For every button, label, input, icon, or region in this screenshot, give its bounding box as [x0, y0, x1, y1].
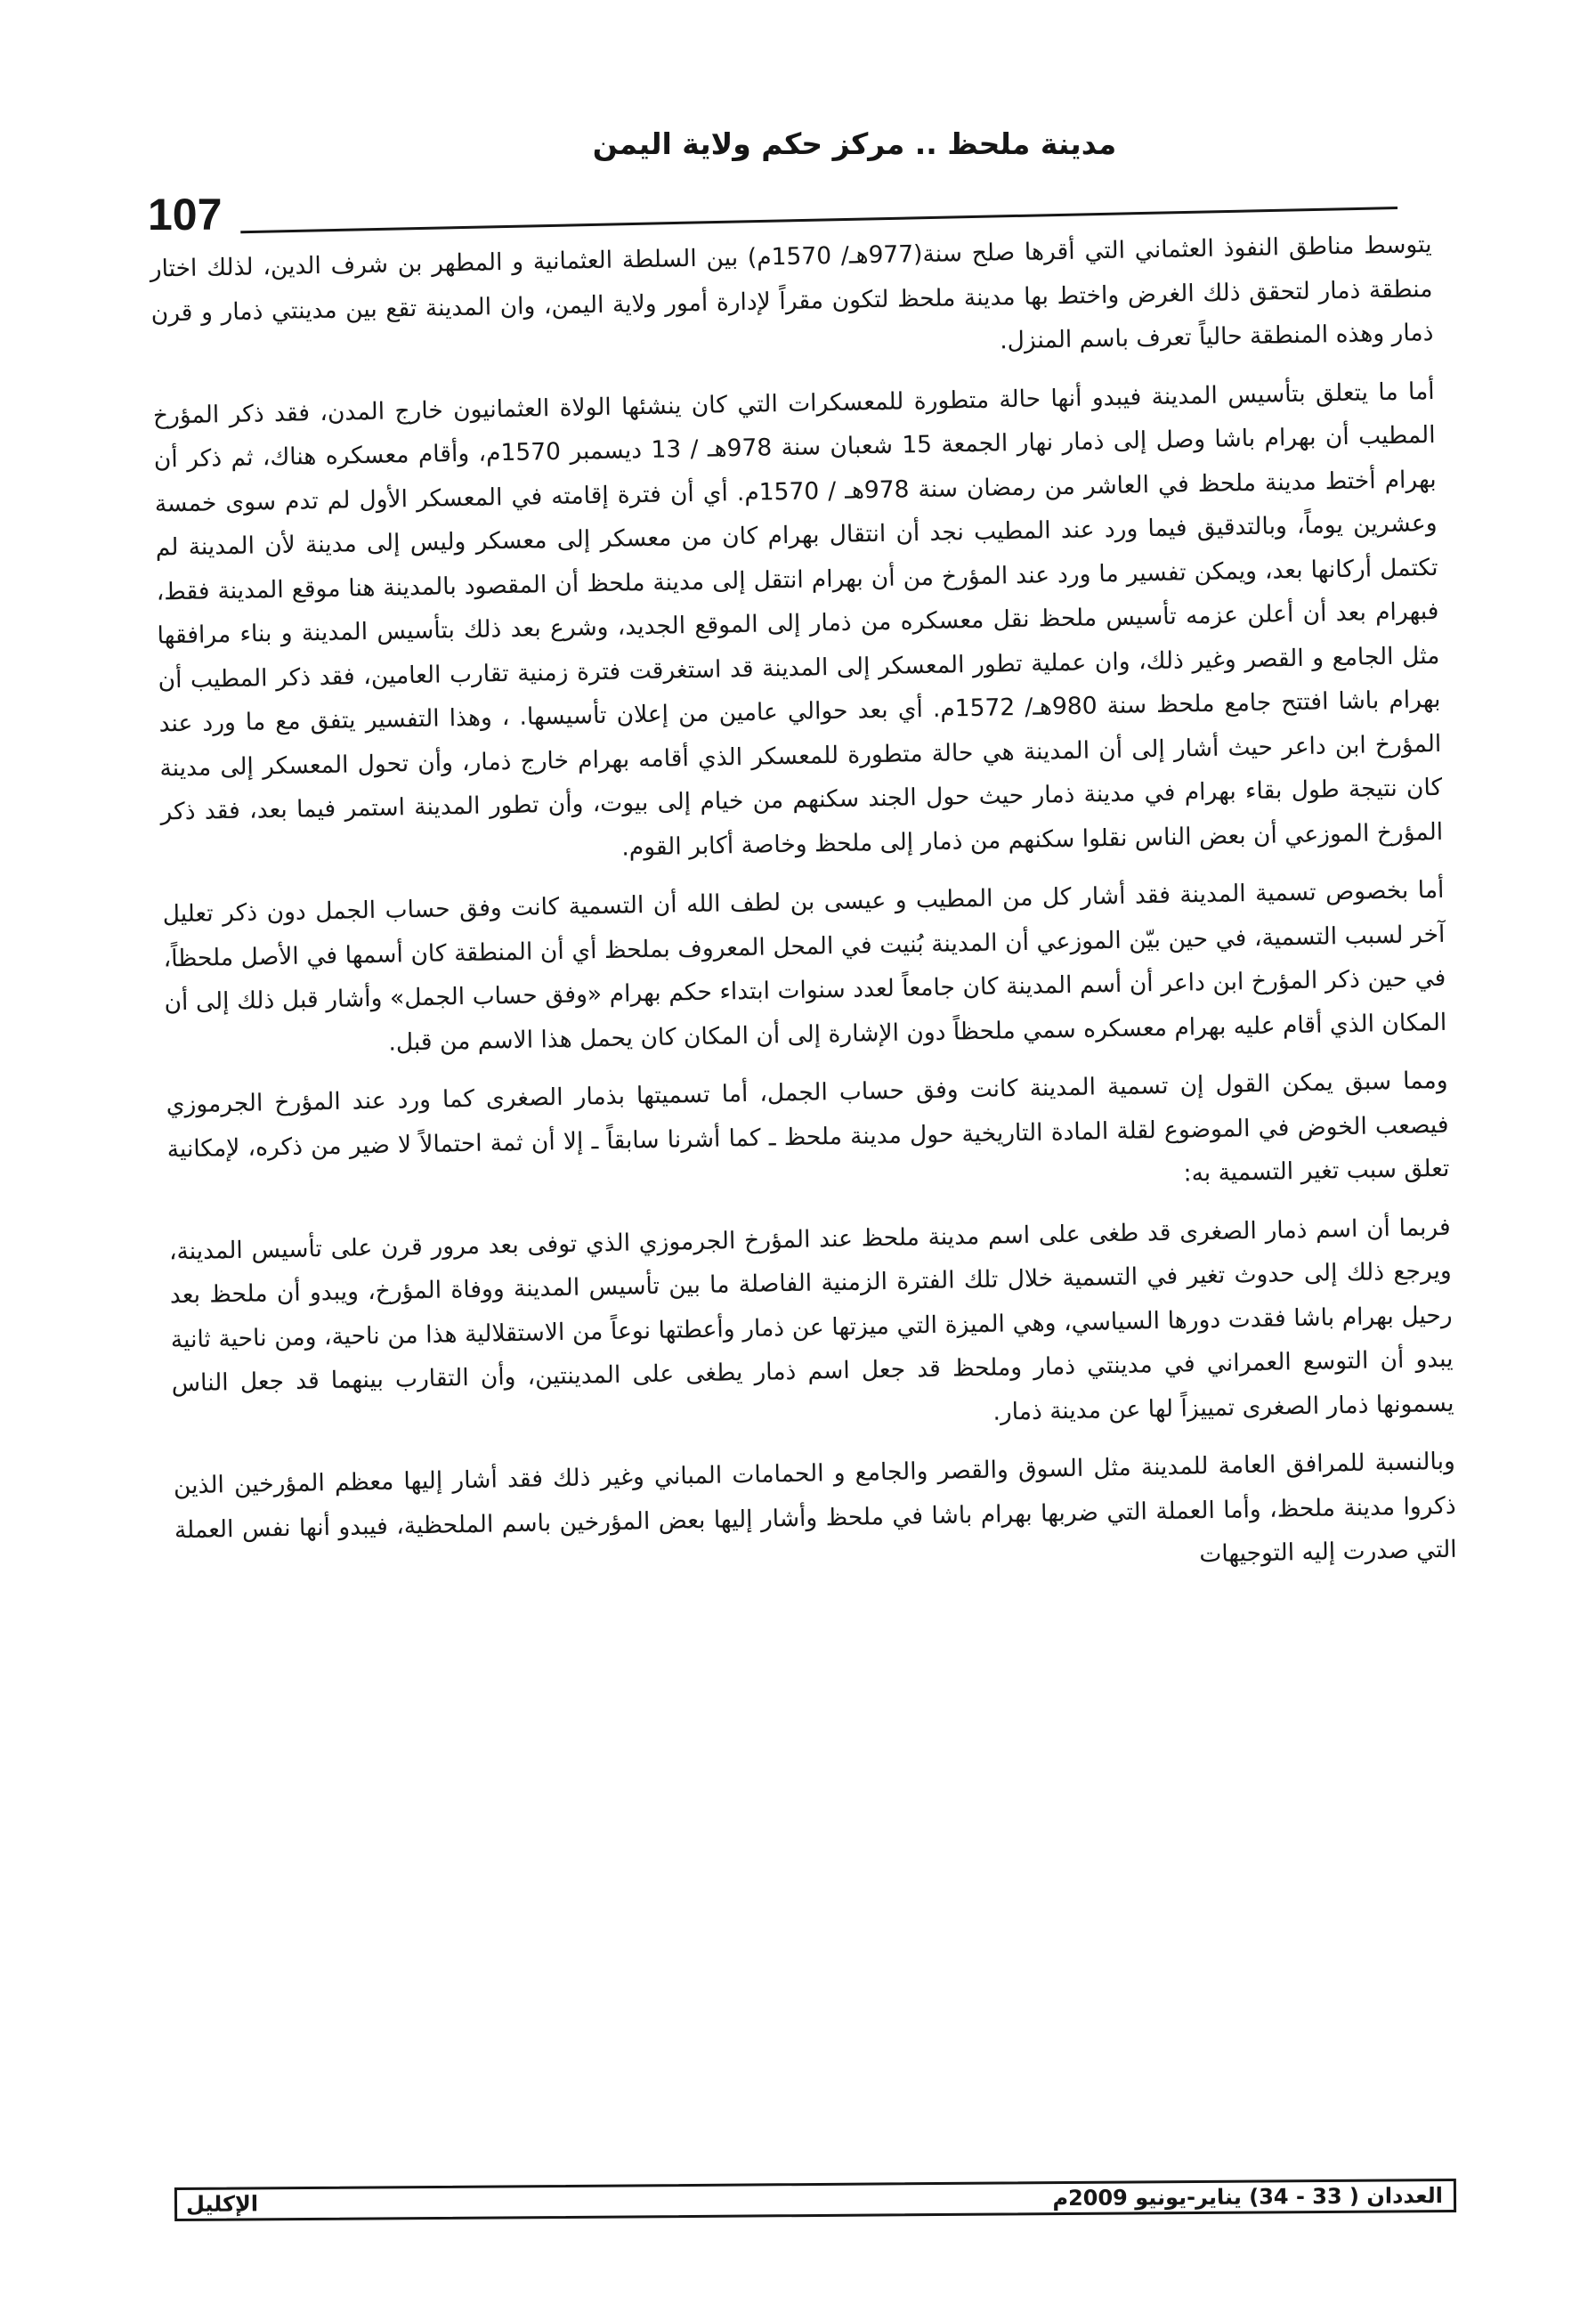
paragraph-1: يتوسط مناطق النفوذ العثماني التي أقرها صلح سنة(977هـ/ 1570م) بين السلطة العثمانية و المطهر بن شرف الدين، لذلك اختار منطقة ذمار لتحقق ذلك الغرض واختط بها مدينة ملحظ لتكون مقراً لإدارة أمور ولاية اليمن، وان المدينة تقع بين مدينتي ذمار و قرن ذمار وهذه المنطقة حالياً تعرف باسم المنزل.	[150, 230, 1434, 355]
running-title: مدينة ملحظ .. مركز حكم ولاية اليمن	[592, 126, 1117, 161]
issue-label: العددان ( 33 - 34) يناير-يونيو 2009م	[1052, 2183, 1444, 2212]
article-body	[150, 223, 1457, 1611]
paragraph-4: ومما سبق يمكن القول إن تسمية المدينة كانت وفق حساب الجمل، أما تسميتها بذمار الصغرى كما ورد عند المؤرخ الجرموزي فيصعب الخوض في الموضوع لقلة المادة التاريخية حول مدينة ملحظ ـ كما أشرنا سابقاً ـ إلا أن ثمة احتمالاً لا ضير من ذكره، لإمكانية تعلق سبب تغير التسمية به:	[166, 1066, 1450, 1188]
paragraph-3: أما بخصوص تسمية المدينة فقد أشار كل من المطيب و عيسى بن لطف الله أن التسمية كانت وفق حساب الجمل دون ذكر تعليل آخر لسبب التسمية، في حين بيّن الموزعي أن المدينة بُنيت في المحل المعروف بملحظ أي أن المنطقة كان أسمها في الأصل ملحظاً، في حين ذكر المؤرخ ابن داعر أن أسم المدينة كان جامعاً لعدد سنوات ابتداء حكم بهرام «وفق حساب الجمل» وأشار قبل ذلك إلى أن المكان الذي أقام عليه بهرام معسكره سمي ملحظاً دون الإشارة إلى أن المكان كان يحمل هذا الاسم من قبل.	[162, 875, 1447, 1057]
page-number: 107	[148, 190, 223, 239]
paragraph-6: وبالنسبة للمرافق العامة للمدينة مثل السوق والقصر والجامع و الحمامات المباني وغير ذلك فقد أشار إليها معظم المؤرخين الذين ذكروا مدينة ملحظ، وأما العملة التي ضربها بهرام باشا في ملحظ وأشار إليها بعض المؤرخين باسم الملحظية، فيبدو أنها نفس العملة التي صدرت إليه التوجيهات	[173, 1447, 1457, 1569]
footer-bar	[174, 2179, 1456, 2221]
journal-logo: الإكليل	[185, 2191, 259, 2217]
paragraph-5: فربما أن اسم ذمار الصغرى قد طغى على اسم مدينة ملحظ عند المؤرخ الجرموزي الذي توفى بعد مرور قرن على تأسيس المدينة، ويرجع ذلك إلى حدوث تغير في التسمية خلال تلك الفترة الزمنية الفاصلة ما بين تأسيس المدينة ووفاة المؤرخ، ويبدو أن ملحظ بعد رحيل بهرام باشا فقدت دورها السياسي، وهي الميزة التي ميزتها عن ذمار وأعطتها نوعاً من الاستقلالية هذا من ناحية، ومن ناحية ثانية يبدو أن التوسع العمراني في مدينتي ذمار وملحظ قد جعل اسم ذمار يطغى على المدينتين، وأن التقارب بينهما قد جعل الناس يسمونها ذمار الصغرى تمييزاً لها عن مدينة ذمار.	[168, 1213, 1454, 1426]
running-header	[498, 125, 1211, 164]
paragraph-2: أما ما يتعلق بتأسيس المدينة فيبدو أنها حالة متطورة للمعسكرات التي كان ينشئها الولاة العثمانيون خارج المدن، فقد ذكر المؤرخ المطيب أن بهرام باشا وصل إلى ذمار نهار الجمعة 15 شعبان سنة 978هـ / 13 ديسمبر 1570م، وأقام معسكره هناك، ثم ذكر أن بهرام أختط مدينة ملحظ في العاشر من رمضان سنة 978هـ / 1570م. أي أن فترة إقامته في المعسكر الأول لم تدم سوى خمسة وعشرين يوماً، وبالتدقيق فيما ورد عند المطيب نجد أن انتقال بهرام كان من معسكر إلى معسكر وليس إلى مدينة لأن المدينة لم تكتمل أركانها بعد، ويمكن تفسير ما ورد عند المؤرخ من أن بهرام انتقل إلى مدينة ملحظ أن المقصود بالمدينة هنا موقع المدينة فقط، فبهرام بعد أن أعلن عزمه تأسيس ملحظ نقل معسكره من ذمار إلى الموقع الجديد، وشرع بعد ذلك بتأسيس المدينة و بناء مرافقها مثل الجامع و القصر وغير ذلك، وان عملية تطور المعسكر إلى المدينة قد استغرقت فترة زمنية تقارب العامين، فقد ذكر المطيب أن بهرام باشا افتتح جامع ملحظ سنة 980هـ/ 1572م. أي بعد حوالي عامين من إعلان تأسيسها. ، وهذا التفسير يتفق مع ما ورد عند المؤرخ ابن داعر حيث أشار إلى أن المدينة هي حالة متطورة للمعسكر الذي أقامه بهرام خارج ذمار، وأن تحول المعسكر إلى مدينة كان نتيجة طول بقاء بهرام في مدينة ذمار حيث حول الجند سكنهم من خيام إلى بيوت، وأن تطور المدينة استمر فيما بعد، فقد ذكر المؤرخ الموزعي أن بعض الناس نقلوا سكنهم من ذمار إلى ملحظ وخاصة أكابر القوم.	[152, 377, 1444, 862]
